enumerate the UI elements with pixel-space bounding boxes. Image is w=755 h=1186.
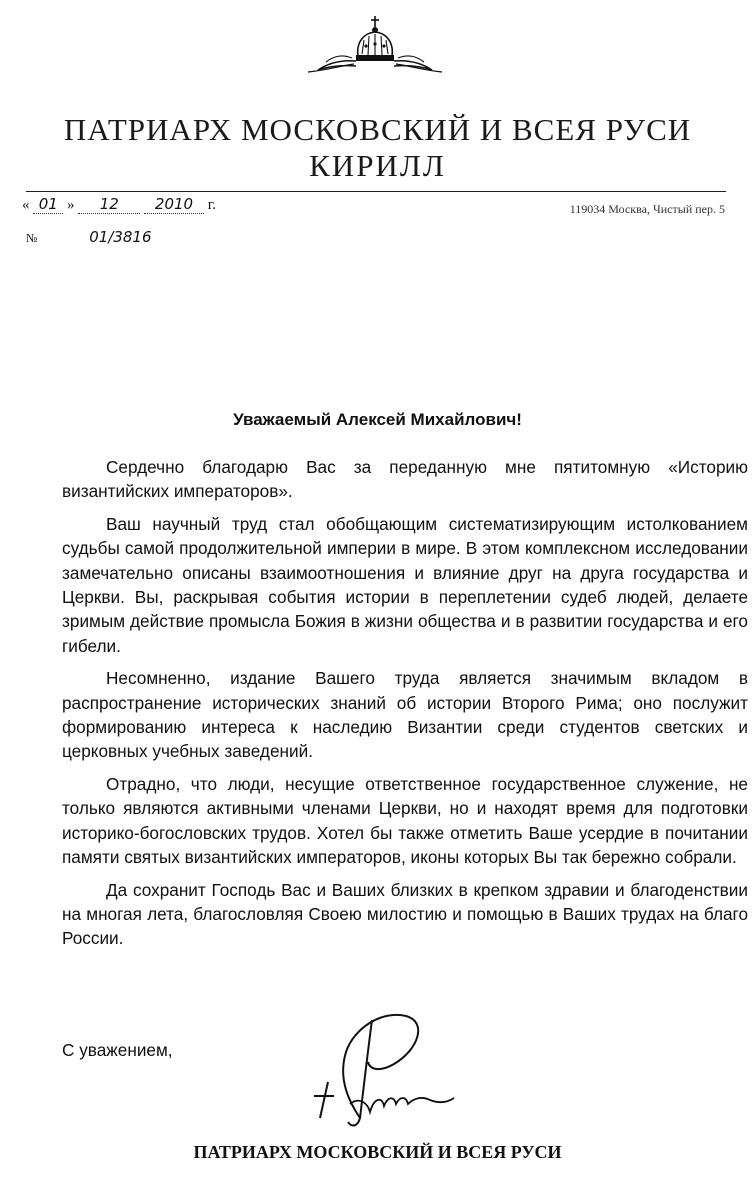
patriarch-crest-icon — [300, 14, 450, 76]
letterhead-name: КИРИЛЛ — [309, 148, 446, 183]
date-year: 2010 — [144, 195, 204, 214]
handwritten-signature — [290, 1000, 460, 1140]
reference-number: 01/3816 — [89, 228, 152, 246]
paragraph: Отрадно, что люди, несущие ответственное государственное служение, не только являются активными членами Церкви, но и находят время для подготовки историко-богословских трудов. Хотел бы также отметить Ваше усердие в почитании памяти святых византийских императоров, иконы которых Вы так бережно собрали. — [62, 773, 748, 868]
paragraph: Сердечно благодарю Вас за переданную мне пятитомную «Историю византийских императоров». — [62, 457, 748, 502]
reference-number-field — [26, 228, 152, 247]
salutation: Уважаемый Алексей Михайлович! — [233, 410, 522, 429]
letterhead-title: ПАТРИАРХ МОСКОВСКИЙ И ВСЕЯ РУСИ — [63, 112, 692, 147]
signature-title: ПАТРИАРХ МОСКОВСКИЙ И ВСЕЯ РУСИ — [193, 1142, 562, 1162]
letter-body — [62, 455, 748, 959]
closing-phrase: С уважением, — [62, 1040, 173, 1060]
paragraph: Ваш научный труд стал обобщающим систематизирующим истолкованием судьбы самой продолжительной империи в мире. В этом комплексном исследовании замечательно описаны взаимоотношения и влияние друг на друга государства и Церкви. Вы, раскрывая события истории в переплетении судеб людей, делаете зримым действие промысла Божия в жизни общества и в развитии государства и его гибели. — [62, 513, 748, 656]
date-month: 12 — [78, 195, 140, 214]
paragraph: Несомненно, издание Вашего труда является значимым вкладом в распространение исторических знаний об истории Второго Рима; оно послужит формированию интереса к наследию Византии среди студентов светских и церковных учебных заведений. — [62, 668, 748, 762]
paragraph: Да сохранит Господь Вас и Ваших близких в крепком здравии и благоденствии на многая лета, благословляя Своею милостию и помощью в Ваших трудах на благо России. — [62, 879, 748, 949]
number-label: № — [26, 231, 38, 245]
sender-address: 119034 Москва, Чистый пер. 5 — [569, 202, 725, 216]
date-day: 01 — [33, 195, 63, 214]
date-field: « 01 » 12 2010 г. — [22, 195, 216, 213]
letterhead-rule — [26, 191, 726, 192]
